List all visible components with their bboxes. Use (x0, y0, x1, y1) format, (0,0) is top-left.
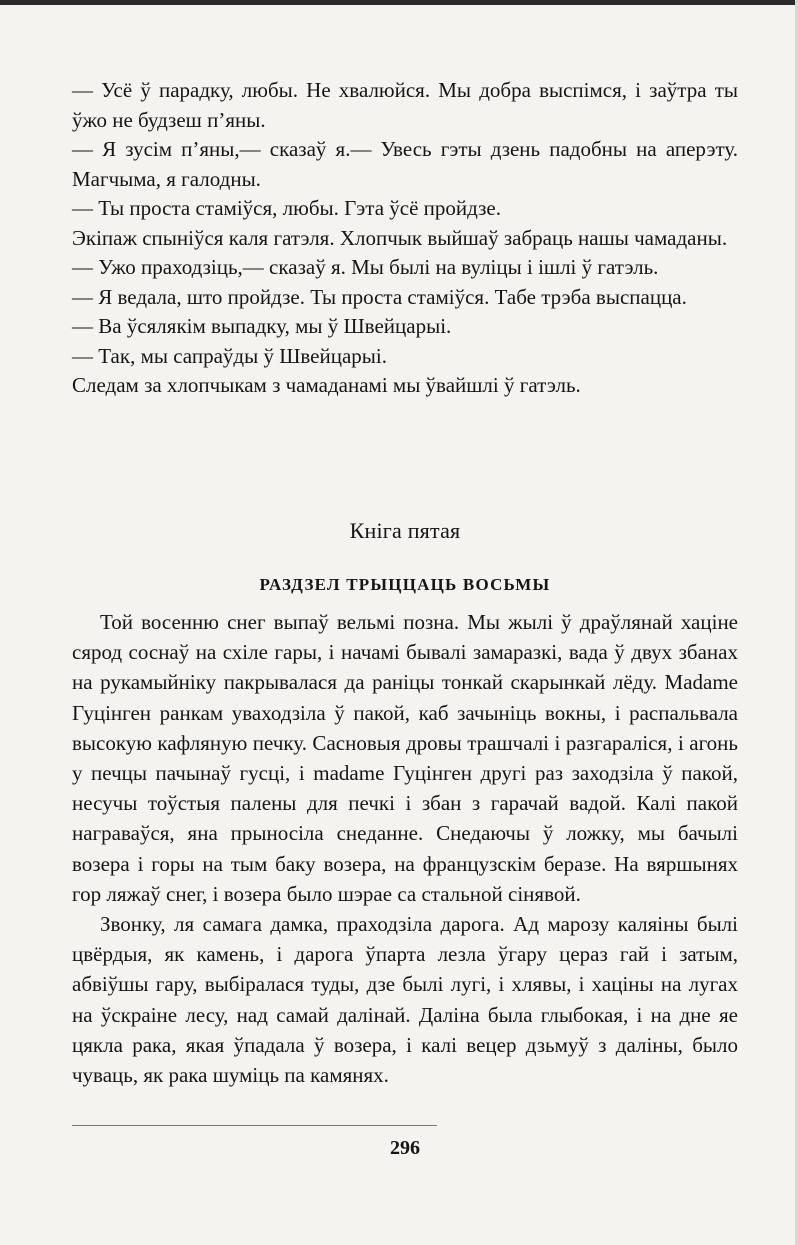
dialogue-paragraph: — Так, мы сапраўды ў Швейцарыі. (72, 343, 387, 368)
dialogue-paragraph: — Ужо праходзіць,— сказаў я. Мы былі на вуліцы і ішлі ў гатэль. (72, 255, 659, 279)
section-paragraph: Той восенню снег выпаў вельмі позна. Мы жылі ў драўлянай хаціне сярод соснаў на схіле гары, і начамі бывалі замаразкі, вада ў двух збанах на рукамыйніку пакрывалася да раніцы тонкай скарынкай лёду. Madame Гуцінген ранкам уваходзіла ў пакой, каб зачыніць вокны, і распальвала высокую кафляную печку. Сасновыя дровы трашчалі і разгараліся, і агонь у печцы пачынаў гусці, і madame Гуцінген другі раз заходзіла ў пакой, несучы тоўстыя палены для печкі і збан з гарачай вадой. Калі пакой награваўся, яна прыносіла снеданне. Снедаючы ў ложку, мы бачылі возера і горы на тым баку возера, на французскім беразе. На вяршынях гор ляжаў снег, і возера было шэрае са стальной сінявой. (72, 610, 738, 906)
book-title: Кніга пятая (349, 518, 461, 543)
dialogue-paragraph: — Я зусім п’яны,— сказаў я.— Увесь гэты дзень падобны на аперэту. Магчыма, я галодны. (72, 137, 738, 191)
scan-top-edge (0, 0, 798, 5)
footer-rule (72, 1125, 437, 1126)
dialogue-paragraph: — Ва ўсялякім выпадку, мы ў Швейцарыі. (72, 314, 452, 338)
dialogue-paragraph: — Я ведала, што пройдзе. Ты проста стаміўся. Табе трэба выспацца. (72, 284, 687, 309)
dialogue-paragraph: — Ты проста стаміўся, любы. Гэта ўсё пройдзе. (72, 196, 501, 220)
page-number: 296 (390, 1137, 420, 1159)
section-body (72, 607, 738, 1090)
section-paragraph: Звонку, ля самага дамка, праходзіла дарога. Ад марозу каляіны былі цвёрдыя, як камень, і дарога ўпарта лезла ўгару цераз гай і затым, абвіўшы гару, выбіралася туды, дзе былі лугі, і хлявы, і хаціны на лугах на ўскраіне лесу, над самай далінай. Даліна была глыбокая, і на дне яе цякла рака, якая ўпадала ў возера, і калі вецер дзьмуў з даліны, было чуваць, як рака шуміць па камянях. (72, 912, 738, 1088)
dialogue-paragraph: — Усё ў парадку, любы. Не хвалюйся. Мы добра выспімся, і заўтра ты ўжо не будзеш п’яны. (72, 78, 738, 132)
narration-paragraph: Следам за хлопчыкам з чамаданамі мы ўвайшлі ў гатэль. (72, 373, 581, 397)
dialogue-block (72, 76, 738, 401)
narration-paragraph: Экіпаж спыніўся каля гатэля. Хлопчык выйшаў забраць нашы чамаданы. (72, 225, 728, 250)
section-title: РАЗДЗЕЛ ТРЫЦЦАЦЬ ВОСЬМЫ (259, 575, 551, 594)
